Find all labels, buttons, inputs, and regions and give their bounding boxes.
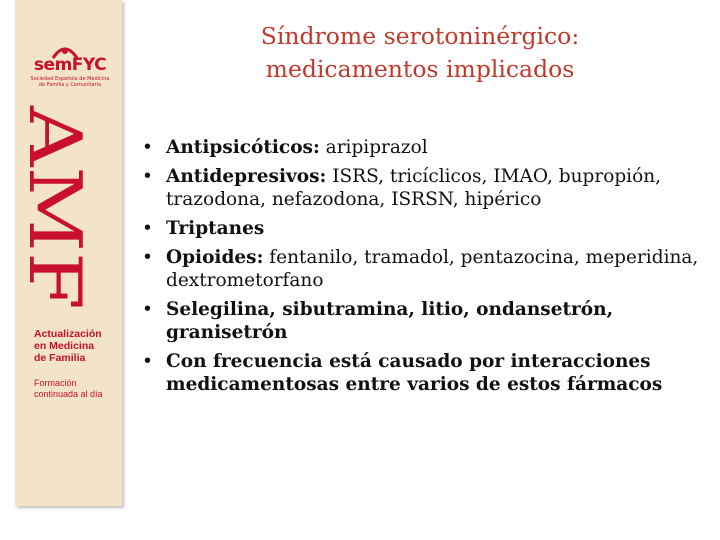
list-item: • Opioides: fentanilo, tramadol, pentazocina, meperidina, dextrometorfano [142, 247, 699, 291]
list-item: • Antidepresivos: ISRS, tricíclicos, IMAO, bupropión, trazodona, nefazodona, ISRSN, hipérico [142, 166, 662, 210]
list-item: • Triptanes [142, 218, 265, 239]
update-tagline: Actualización en Medicina de Familia [34, 328, 102, 364]
amf-logo-letters [13, 106, 104, 310]
brand-subtitle: Sociedad Española de Medicina de Familia y Comunitaria [30, 76, 110, 88]
list-item: • Antipsicóticos: aripiprazol [142, 137, 428, 158]
list-item: • Selegilina, sibutramina, litio, ondansetrón, granisetrón [142, 299, 614, 343]
svg-text:AMF: AMF [13, 106, 97, 282]
slide-title: Síndrome serotoninérgico: medicamentos implicados [260, 22, 580, 83]
drug-list [142, 136, 712, 402]
list-item: • Con frecuencia está causado por interacciones medicamentosas entre varios de estos fármacos [142, 351, 663, 395]
brand-name: semFYC [33, 55, 107, 75]
training-tagline: Formación continuada al día [34, 378, 103, 399]
